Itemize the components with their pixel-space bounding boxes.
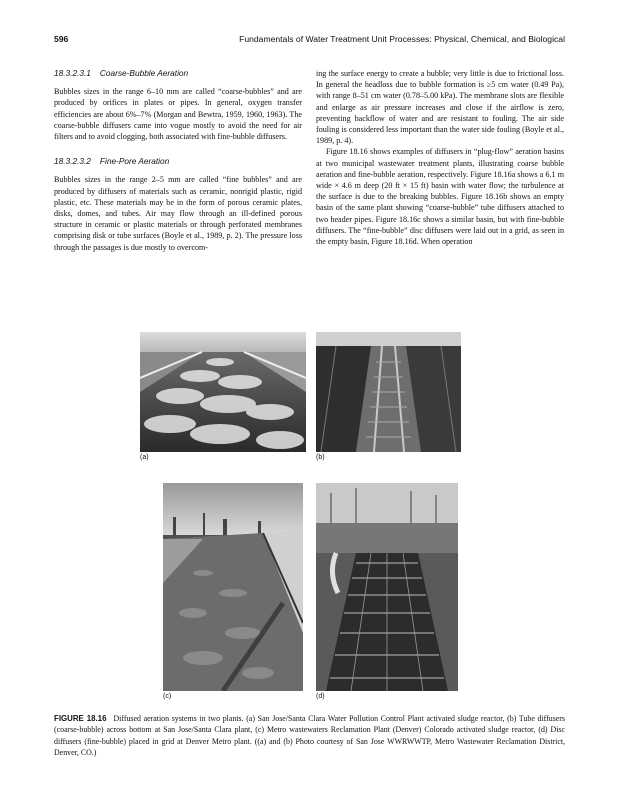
figure-caption-text: Diffused aeration systems in two plants. (a) San Jose/Santa Clara Water Pollution Control Plant activated sludge reactor, (b) Tube diffusers (coarse-bubble) across bottom at San Jose/Santa Clara plant, (c) Metro wastewaters Reclamation Plant (Denver) Colorado activated sludge reactor, (d) Disc diffusers (fine-bubble) placed in grid at Denver Metro plant. ((a) and (b) Photo courtesy of San Jose WWRWWTP, Metro Wastewater Reclamation District, Denver, CO.) bbox=[54, 714, 565, 758]
page-number: 596 bbox=[54, 34, 69, 44]
section-heading-fine-pore bbox=[54, 156, 302, 167]
figure-photo-a bbox=[140, 332, 306, 452]
section-title: Coarse-Bubble Aeration bbox=[99, 68, 189, 78]
figure-photo-d bbox=[316, 483, 458, 691]
paragraph-coarse-bubble: Bubbles sizes in the range 6–10 mm are called “coarse-bubbles” and are produced by orifices in plates or pipes. In general, oxygen transfer efficiencies are about 6%–7% (Morgan and Bewtra, 1959, 1960, 1963). The coarse-bubble diffusers came into vogue mostly to avoid the need for air filters and to avoid clogging, both associated with fine-bubble diffusers. bbox=[54, 87, 302, 142]
section-number: 18.3.2.3.2 bbox=[54, 156, 91, 167]
running-header bbox=[54, 34, 565, 48]
section-number: 18.3.2.3.1 bbox=[54, 68, 91, 78]
panel-label-d: (d) bbox=[316, 693, 325, 700]
paragraph-figure-description: Figure 18.16 shows examples of diffusers in “plug-flow” aeration basins at two municipal wastewater treatment plants, illustrating coarse bubble aeration and fine-bubble aeration, respectively. Figure 18.16a shows a 6.1 m wide × 4.6 m deep (20 ft × 15 ft) basin with water flow; the turbulence at the surface is due to the breaking bubbles. Figure 18.16b shows an empty basin of the same plant showing “coarse-bubble” tube diffusers attached to two header pipes. Figure 18.16c shows a similar basin, but with fine-bubble diffusers. The “fine-bubble” disc diffusers were laid out in a grid, as seen in the empty basin, Figure 18.16d. When operation bbox=[316, 147, 564, 247]
section-heading-coarse-bubble bbox=[54, 68, 302, 79]
figure-photo-c bbox=[163, 483, 303, 691]
running-title: Fundamentals of Water Treatment Unit Processes: Physical, Chemical, and Biological bbox=[239, 34, 565, 44]
figure-caption bbox=[54, 713, 565, 759]
paragraph-surface-energy: ing the surface energy to create a bubble; very little is due to frictional loss. In general the headloss due to bubble formation is ≥5 cm water (0.49 Pa), with range 8–51 cm water (0.78–5.00 kPa). The membrane slots are flexible and enlarge as air pressure increases and close if the airflow is zero, preventing backflow of water and are resistant to fouling. The air side fouling is considered less important than the water side fouling (Boyle et al., 1989, p. 4). bbox=[316, 69, 564, 146]
section-title: Fine-Pore Aeration bbox=[99, 156, 170, 167]
panel-label-a: (a) bbox=[140, 454, 149, 461]
panel-label-b: (b) bbox=[316, 454, 325, 461]
panel-label-c: (c) bbox=[163, 693, 172, 700]
figure-caption-label: FIGURE 18.16 bbox=[54, 714, 107, 723]
left-column bbox=[54, 68, 302, 253]
figure-photo-b bbox=[316, 332, 461, 452]
right-column bbox=[316, 68, 564, 247]
paragraph-fine-pore: Bubbles sizes in the range 2–5 mm are called “fine bubbles” and are produced by diffusers of materials such as ceramic, nonrigid plastic, rigid plastic, etc. These materials may be in the form of porous ceramic plates, disks, domes, and tubes. Air may flow through an ill-defined porous structure in ceramic or plastic materials or through perforated membranes comprising disk or tube surfaces (Boyle et al., 1989, p. 2). The pressure loss through the passages is due mostly to overcom- bbox=[54, 175, 302, 252]
